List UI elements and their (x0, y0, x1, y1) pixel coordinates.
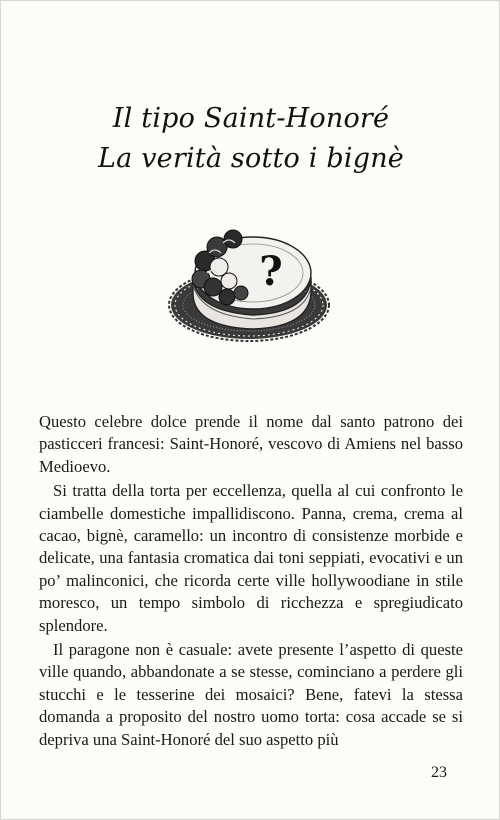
page-number: 23 (431, 764, 447, 781)
chapter-title (1, 99, 500, 179)
paragraph-3: Il paragone non è casuale: avete presente l’aspetto di queste ville quando, abbandonate a se stesse, cominciano a perdere gli stucchi e le tesserine dei mosaici? Bene, fatevi la stessa domanda a proposito del nostro uomo torta: cosa accade se si deprivа una Saint-Honoré del suo aspetto più (39, 640, 463, 749)
cake-question-mark-icon (161, 223, 341, 363)
paragraph-1: Questo celebre dolce prende il nome dal santo patrono dei pasticceri francesi: Saint-Honoré, vescovo di Amiens nel basso Medioevo. (39, 412, 463, 476)
question-mark: ? (259, 248, 283, 295)
body-text (39, 411, 463, 751)
chapter-title-line-1: Il tipo Saint-Honoré (112, 103, 390, 134)
paragraph-2: Si tratta della torta per eccellenza, quella al cui confronto le ciambelle domestiche impallidiscono. Panna, crema, crema al cacao, bignè, caramello: un incontro di consistenze morbide e delicate, una fantasia cromatica dai toni seppiati, evocativi e un po’ malinconici, che ricorda certe ville hollywoodiane in stile moresco, un tempo simbolo di ricchezza e spregiudicato splendore. (39, 481, 463, 635)
chapter-title-line-2: La verità sotto i bignè (98, 143, 404, 174)
